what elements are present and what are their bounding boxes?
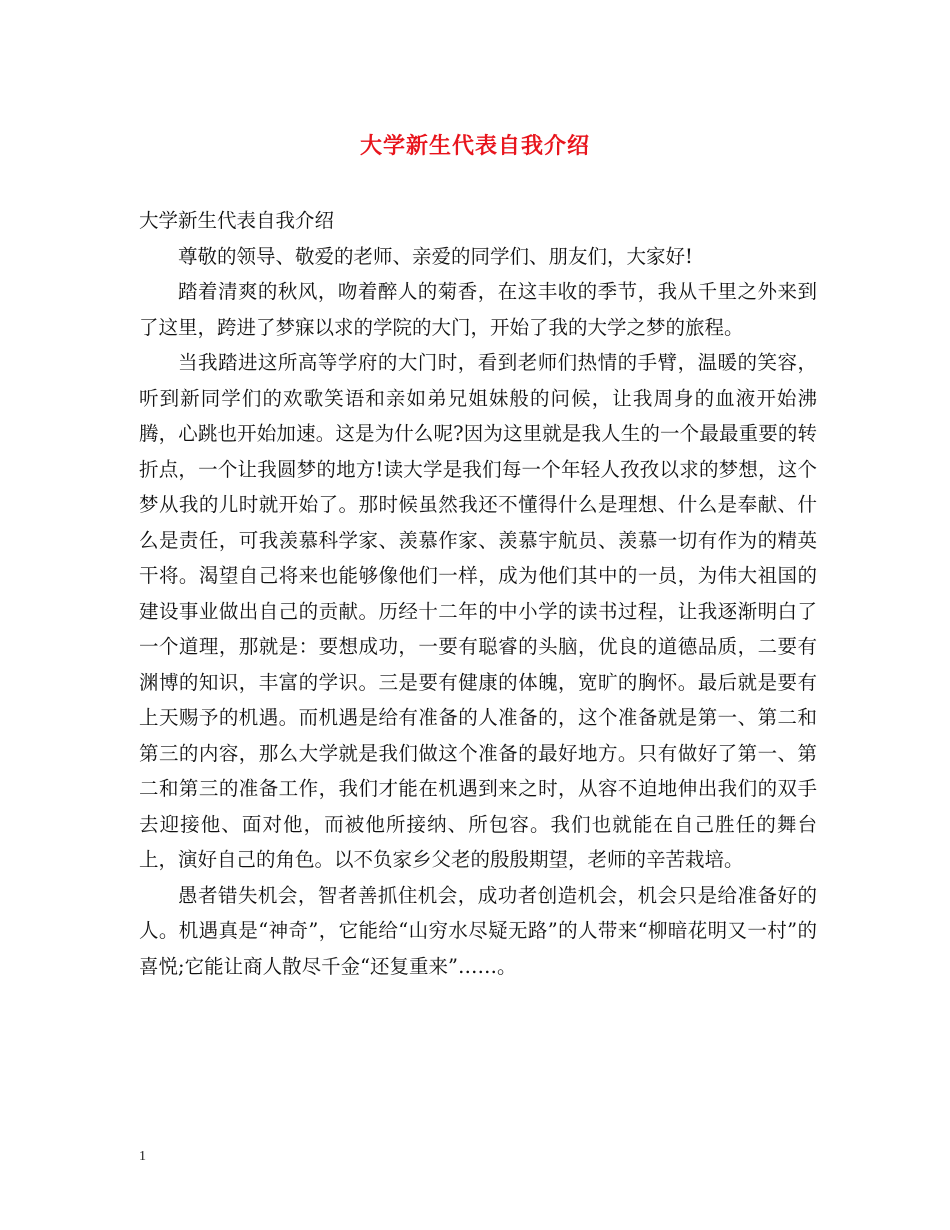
- paragraph-greeting: 尊敬的领导、敬爱的老师、亲爱的同学们、朋友们，大家好!: [178, 244, 693, 268]
- page-number: 1: [139, 1149, 146, 1164]
- document-body: [139, 203, 817, 984]
- document-title: 大学新生代表自我介绍: [359, 133, 590, 159]
- document-subtitle: 大学新生代表自我介绍: [139, 209, 335, 232]
- paragraph-arrival: 踏着清爽的秋风，吻着醉人的菊香，在这丰收的季节，我从千里之外来到了这里，跨进了梦寐以求的学院的大门，开始了我的大学之梦的旅程。: [139, 280, 817, 339]
- paragraph-dream: 当我踏进这所高等学府的大门时，看到老师们热情的手臂，温暖的笑容，听到新同学们的欢歌笑语和亲如弟兄姐妹般的问候，让我周身的血液开始沸腾，心跳也开始加速。这是为什么呢?因为这里就是我人生的一个最最重要的转折点，一个让我圆梦的地方!读大学是我们每一个年轻人孜孜以求的梦想，这个梦从我的儿时就开始了。那时候虽然我还不懂得什么是理想、什么是奉献、什么是责任，可我羡慕科学家、羡慕作家、羡慕宇航员、羡慕一切有作为的精英干将。渴望自己将来也能够像他们一样，成为他们其中的一员，为伟大祖国的建设事业做出自己的贡献。历经十二年的中小学的读书过程，让我逐渐明白了一个道理，那就是：要想成功，一要有聪睿的头脑，优良的道德品质，二要有渊博的知识，丰富的学识。三是要有健康的体魄，宽旷的胸怀。最后就是要有上天赐予的机遇。而机遇是给有准备的人准备的，这个准备就是第一、第二和第三的内容，那么大学就是我们做这个准备的最好地方。只有做好了第一、第二和第三的准备工作，我们才能在机遇到来之时，从容不迫地伸出我们的双手去迎接他、面对他，而被他所接纳、所包容。我们也就能在自己胜任的舞台上，演好自己的角色。以不负家乡父老的殷殷期望，老师的辛苦栽培。: [139, 351, 817, 871]
- paragraph-opportunity: 愚者错失机会，智者善抓住机会，成功者创造机会，机会只是给准备好的人。机遇真是“神奇”，它能给“山穷水尽疑无路”的人带来“柳暗花明又一村”的喜悦;它能让商人散尽千金“还复重来”……。: [139, 883, 817, 978]
